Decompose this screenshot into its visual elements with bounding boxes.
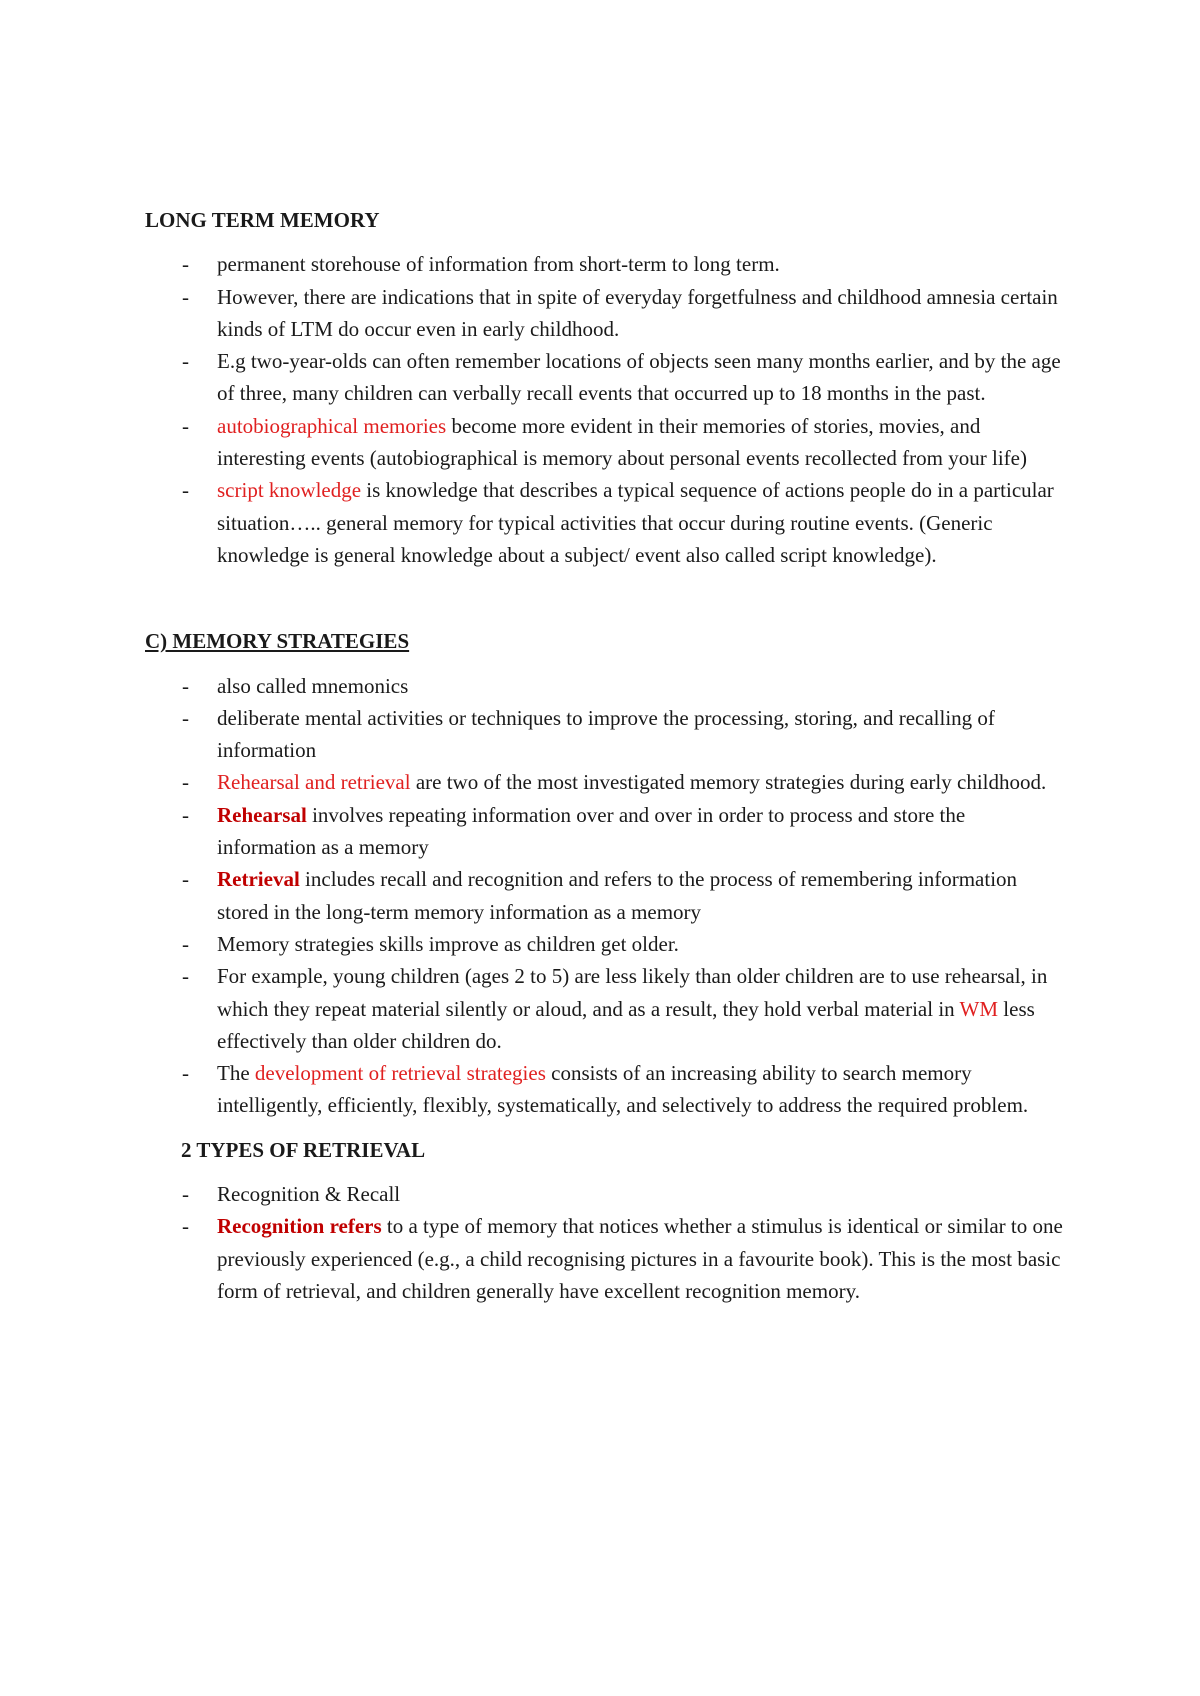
bullet-dash: - xyxy=(182,931,189,956)
bullet-dash: - xyxy=(182,802,189,827)
bullet-dash: - xyxy=(182,413,189,438)
highlighted-term: Rehearsal and retrieval xyxy=(217,770,411,795)
list-item: - deliberate mental activities or techniques to improve the processing, storing, and recalling of information xyxy=(145,702,1065,767)
list-item: - Rehearsal involves repeating information over and over in order to process and store the information as a memory xyxy=(145,799,1065,864)
list-item: - Retrieval includes recall and recognition and refers to the process of remembering information stored in the long-term memory information as a memory xyxy=(145,863,1065,928)
bullet-dash: - xyxy=(182,478,189,503)
bullet-dash: - xyxy=(182,770,189,795)
highlighted-term: autobiographical memories xyxy=(217,413,447,438)
bullet-dash: - xyxy=(182,284,189,309)
highlighted-term: script knowledge xyxy=(217,478,362,503)
bullet-dash: - xyxy=(182,252,189,277)
highlighted-term-bold: Retrieval xyxy=(217,867,300,892)
list-item: - E.g two-year-olds can often remember locations of objects seen many months earlier, and by the age of three, many children can verbally recall events that occurred up to 18 months in the past. xyxy=(145,345,1065,410)
bullet-list-memory-strategies xyxy=(145,670,1065,1122)
bullet-dash: - xyxy=(182,1182,189,1207)
bullet-dash: - xyxy=(182,964,189,989)
bullet-dash: - xyxy=(182,1061,189,1086)
bullet-dash: - xyxy=(182,705,189,730)
bullet-dash: - xyxy=(182,349,189,374)
list-item: - Recognition refers to a type of memory that notices whether a stimulus is identical or similar to one previously experienced (e.g., a child recognising pictures in a favourite book). This is the most basic form of retrieval, and children generally have excellent recognition memory. xyxy=(145,1210,1065,1307)
section-heading-memory-strategies: C) MEMORY STRATEGIES xyxy=(145,629,410,654)
bullet-dash: - xyxy=(182,673,189,698)
document-content xyxy=(145,204,1065,1307)
list-item: - also called mnemonics xyxy=(145,670,1065,702)
list-item: - However, there are indications that in spite of everyday forgetfulness and childhood amnesia certain kinds of LTM do occur even in early childhood. xyxy=(145,281,1065,346)
bullet-list-types-of-retrieval xyxy=(145,1178,1065,1307)
highlighted-term-bold: Rehearsal xyxy=(217,802,307,827)
list-item: - For example, young children (ages 2 to 5) are less likely than older children are to use rehearsal, in which they repeat material silently or aloud, and as a result, they hold verbal material in WM less effectively than older children do. xyxy=(145,960,1065,1057)
section-heading-long-term-memory: LONG TERM MEMORY xyxy=(145,208,380,232)
list-item: - permanent storehouse of information from short-term to long term. xyxy=(145,248,1065,280)
bullet-dash: - xyxy=(182,1214,189,1239)
highlighted-term: WM xyxy=(959,996,999,1021)
highlighted-term: development of retrieval strategies xyxy=(254,1061,546,1086)
bullet-dash: - xyxy=(182,867,189,892)
list-item: - script knowledge is knowledge that describes a typical sequence of actions people do in a particular situation….. general memory for typical activities that occur during routine events. (Generic knowledge is general knowledge about a subject/ event also called script knowledge). xyxy=(145,474,1065,571)
list-item: - The development of retrieval strategies consists of an increasing ability to search memory intelligently, efficiently, flexibly, systematically, and selectively to address the required problem. xyxy=(145,1057,1065,1122)
bullet-list-long-term-memory xyxy=(145,248,1065,571)
highlighted-term-bold: Recognition refers xyxy=(217,1214,382,1239)
section-heading-types-of-retrieval: 2 TYPES OF RETRIEVAL xyxy=(181,1137,426,1162)
list-item: - Rehearsal and retrieval are two of the most investigated memory strategies during early childhood. xyxy=(145,766,1065,798)
list-item: - Memory strategies skills improve as children get older. xyxy=(145,928,1065,960)
list-item: - Recognition & Recall xyxy=(145,1178,1065,1210)
list-item: - autobiographical memories become more evident in their memories of stories, movies, and interesting events (autobiographical is memory about personal events recollected from your life) xyxy=(145,410,1065,475)
